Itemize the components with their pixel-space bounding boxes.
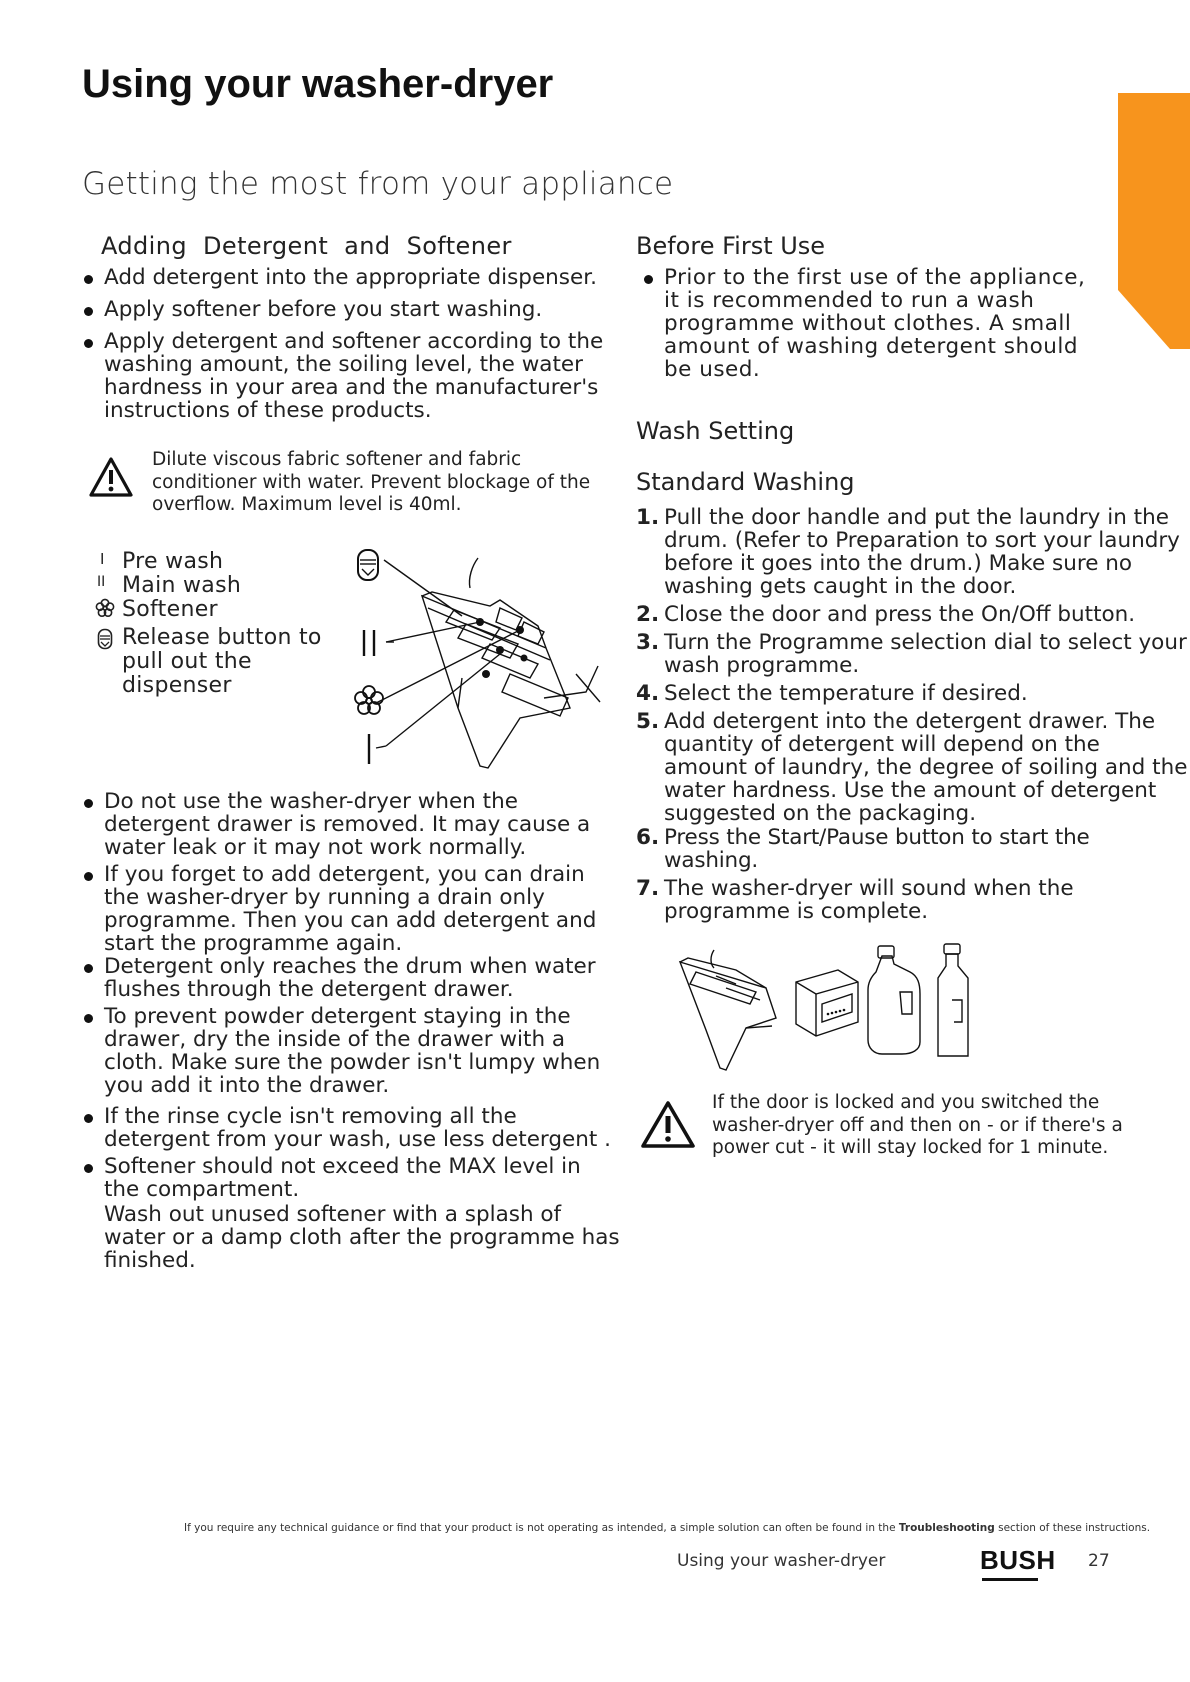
door-lock-warning-text: If the door is locked and you switched the washer-dryer off and then on - or if there's a power cut - it will stay locked for 1 minute.: [712, 1092, 1123, 1158]
standard-washing-steps: [636, 506, 1188, 923]
step-item: 2. Close the door and press the On/Off button.: [636, 602, 1136, 627]
before-first-use-list: [642, 266, 1092, 381]
bush-logo-underline: [982, 1578, 1038, 1581]
troubleshooting-note: If you require any technical guidance or find that your product is not operating as intended, a simple solution can often be found in the Troubleshooting section of these instructions.: [184, 1522, 1151, 1534]
detergent-products-illustration: [676, 942, 986, 1077]
legend-label: Softener: [122, 597, 218, 622]
main-wash-icon: II: [97, 574, 106, 590]
step-item: 3. Turn the Programme selection dial to select your wash programme.: [636, 630, 1187, 678]
orange-side-tab: [1118, 93, 1190, 349]
step-item: 7. The washer-dryer will sound when the programme is complete.: [636, 876, 1074, 924]
wash-setting-heading: Wash Setting: [636, 417, 795, 445]
release-button-icon: [86, 626, 122, 655]
list-item: Apply softener before you start washing.: [82, 298, 622, 321]
legend-label: Pre wash: [122, 549, 224, 574]
detergent-drawer-diagram: [350, 548, 620, 778]
list-item: Softener should not exceed the MAX level in the compartment.: [82, 1155, 622, 1201]
warning-icon: [88, 456, 134, 498]
step-item: 5. Add detergent into the detergent drawer. The quantity of detergent will depend on the amount of laundry, the degree of soiling and the water hardness. Use the amount of detergent suggested on the packaging.: [636, 709, 1188, 826]
pre-wash-icon: I: [100, 550, 105, 568]
page-subtitle: Getting the most from your appliance: [82, 166, 674, 202]
footer-section-name: Using your washer-dryer: [677, 1551, 886, 1571]
legend-row-pre-wash: [86, 550, 326, 574]
step-item: 6. Press the Start/Pause button to start the washing.: [636, 825, 1090, 873]
closing-paragraph: Wash out unused softener with a splash of water or a damp cloth after the programme has finished.: [104, 1202, 620, 1273]
page-number: 27: [1088, 1551, 1110, 1571]
list-item: Prior to the first use of the appliance, it is recommended to run a wash programme without clothes. A small amount of washing detergent should be used.: [642, 266, 1092, 381]
legend-row-release: [86, 626, 326, 698]
legend-label: Main wash: [122, 573, 242, 598]
legend-row-main-wash: [86, 574, 326, 598]
warning-icon: [640, 1100, 696, 1150]
page-title: Using your washer-dryer: [82, 62, 554, 106]
adding-detergent-section: [101, 232, 512, 260]
list-item: Do not use the washer-dryer when the detergent drawer is removed. It may cause a water leak or it may not work normally.: [82, 790, 622, 859]
softener-flower-icon: [355, 686, 383, 714]
list-item: Add detergent into the appropriate dispenser.: [82, 266, 622, 289]
legend-label: Release button to pull out the dispenser: [122, 625, 322, 698]
legend-row-softener: [86, 598, 326, 623]
list-item: Apply detergent and softener according to the washing amount, the soiling level, the water hardness in your area and the manufacturer's instructions of these products.: [82, 330, 622, 422]
softener-flower-icon: [86, 598, 122, 623]
list-item: If the rinse cycle isn't removing all the detergent from your wash, use less detergent .: [82, 1105, 622, 1151]
list-item: To prevent powder detergent staying in the drawer, dry the inside of the drawer with a cloth. Make sure the powder isn't lumpy when you add it into the drawer.: [82, 1005, 622, 1097]
troubleshooting-link-text: Troubleshooting: [898, 1522, 995, 1534]
before-first-use-heading: Before First Use: [636, 232, 826, 260]
step-item: 4. Select the temperature if desired.: [636, 681, 1028, 706]
drawer-tips-list: [82, 790, 622, 1272]
adding-detergent-heading: Adding Detergent and Softener: [101, 232, 512, 260]
detergent-tips-list: [82, 266, 622, 422]
bush-logo: BUSH: [980, 1545, 1056, 1575]
standard-washing-heading: Standard Washing: [636, 468, 855, 496]
step-item: 1. Pull the door handle and put the laundry in the drum. (Refer to Preparation to sort your laundry before it goes into the drum.) Make sure no washing gets caught in the door.: [636, 505, 1180, 599]
list-item: Detergent only reaches the drum when water flushes through the detergent drawer.: [82, 955, 622, 1001]
softener-warning-text: Dilute viscous fabric softener and fabric conditioner with water. Prevent blockage of the overflow. Maximum level is 40ml.: [152, 449, 591, 515]
list-item: If you forget to add detergent, you can drain the washer-dryer by running a drain only programme. Then you can add detergent and start the programme again.: [82, 863, 622, 955]
dispenser-legend: [86, 550, 326, 698]
